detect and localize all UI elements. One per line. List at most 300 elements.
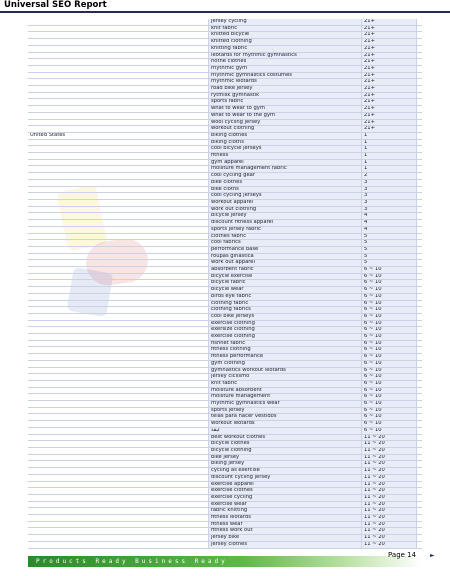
row-spacer-cell bbox=[417, 521, 423, 528]
rank-cell: 6 ~ 10 bbox=[362, 380, 417, 387]
table-row bbox=[28, 380, 422, 387]
row-spacer-cell bbox=[417, 501, 423, 508]
row-spacer-cell bbox=[417, 186, 423, 193]
country-cell bbox=[28, 86, 209, 93]
row-spacer-cell bbox=[417, 414, 423, 421]
country-cell bbox=[28, 448, 209, 455]
country-cell bbox=[28, 106, 209, 113]
keyword-cell: absorbent fabric bbox=[209, 267, 362, 274]
rank-cell: 6 ~ 10 bbox=[362, 280, 417, 287]
keyword-cell: exercise cycling bbox=[209, 494, 362, 501]
keyword-cell: bike clothes bbox=[209, 179, 362, 186]
table-row bbox=[28, 427, 422, 434]
table-row bbox=[28, 153, 422, 160]
rank-cell: 11 ~ 20 bbox=[362, 448, 417, 455]
rank-cell: 6 ~ 10 bbox=[362, 367, 417, 374]
table-row bbox=[28, 119, 422, 126]
country-cell bbox=[28, 541, 209, 548]
table-row bbox=[28, 541, 422, 548]
table-row bbox=[28, 300, 422, 307]
rank-cell: 11 ~ 20 bbox=[362, 454, 417, 461]
table-row bbox=[28, 32, 422, 39]
country-cell bbox=[28, 421, 209, 428]
keyword-cell: cool cycling jerseys bbox=[209, 193, 362, 200]
keyword-cell: discount fitness apparel bbox=[209, 220, 362, 227]
rank-cell: 6 ~ 10 bbox=[362, 414, 417, 421]
country-cell bbox=[28, 521, 209, 528]
table-row bbox=[28, 354, 422, 361]
row-spacer-cell bbox=[417, 541, 423, 548]
table-row bbox=[28, 508, 422, 515]
table-row bbox=[28, 528, 422, 535]
rank-cell: 4 bbox=[362, 213, 417, 220]
table-row bbox=[28, 92, 422, 99]
country-cell bbox=[28, 280, 209, 287]
country-cell bbox=[28, 441, 209, 448]
keyword-cell: cool fabrics bbox=[209, 240, 362, 247]
table-row bbox=[28, 59, 422, 66]
table-row bbox=[28, 226, 422, 233]
table-row bbox=[28, 233, 422, 240]
country-cell bbox=[28, 92, 209, 99]
rank-cell: 1 bbox=[362, 166, 417, 173]
rank-cell: 11 ~ 20 bbox=[362, 521, 417, 528]
keyword-cell: clothing fabrics bbox=[209, 307, 362, 314]
row-spacer-cell bbox=[417, 427, 423, 434]
row-spacer-cell bbox=[417, 327, 423, 334]
keyword-cell: biking clothes bbox=[209, 132, 362, 139]
keyword-cell: knitting fabric bbox=[209, 45, 362, 52]
rank-cell: 21+ bbox=[362, 112, 417, 119]
row-spacer-cell bbox=[417, 240, 423, 247]
country-cell bbox=[28, 360, 209, 367]
keyword-cell: bicycle clothes bbox=[209, 441, 362, 448]
country-cell bbox=[28, 126, 209, 133]
keyword-cell bbox=[209, 548, 362, 549]
country-cell bbox=[28, 59, 209, 66]
country-cell bbox=[28, 347, 209, 354]
country-cell: United States bbox=[28, 132, 209, 139]
rank-cell: 6 ~ 10 bbox=[362, 327, 417, 334]
row-spacer-cell bbox=[417, 548, 423, 549]
row-spacer-cell bbox=[417, 387, 423, 394]
row-spacer-cell bbox=[417, 233, 423, 240]
table-row bbox=[28, 494, 422, 501]
rank-cell: 6 ~ 10 bbox=[362, 267, 417, 274]
rank-cell: 1 bbox=[362, 153, 417, 160]
keyword-cell: exercise clothes bbox=[209, 488, 362, 495]
keyword-cell: fabric knitting bbox=[209, 508, 362, 515]
keyword-cell: nothe clothes bbox=[209, 59, 362, 66]
table-row bbox=[28, 186, 422, 193]
keyword-cell: sports jersey bbox=[209, 407, 362, 414]
table-row bbox=[28, 394, 422, 401]
country-cell bbox=[28, 380, 209, 387]
keyword-cell: workout leotards bbox=[209, 421, 362, 428]
row-spacer-cell bbox=[417, 72, 423, 79]
keyword-cell: moisture management bbox=[209, 394, 362, 401]
rank-cell: 3 bbox=[362, 206, 417, 213]
keyword-cell: clothing fabric bbox=[209, 300, 362, 307]
rank-cell: 21+ bbox=[362, 86, 417, 93]
keyword-cell: fitness performance bbox=[209, 354, 362, 361]
keyword-cell: bicycle exercise bbox=[209, 273, 362, 280]
table-row bbox=[28, 25, 422, 32]
keyword-cell: cool bike jerseys bbox=[209, 313, 362, 320]
rank-cell: 11 ~ 20 bbox=[362, 434, 417, 441]
rank-cell: 6 ~ 10 bbox=[362, 407, 417, 414]
keyword-cell: sports jersey fabric bbox=[209, 226, 362, 233]
country-cell bbox=[28, 468, 209, 475]
table-row bbox=[28, 287, 422, 294]
table-row bbox=[28, 106, 422, 113]
rank-cell: 21+ bbox=[362, 39, 417, 46]
table-row bbox=[28, 474, 422, 481]
country-cell bbox=[28, 273, 209, 280]
country-cell bbox=[28, 240, 209, 247]
row-spacer-cell bbox=[417, 132, 423, 139]
rank-cell: 11 ~ 20 bbox=[362, 474, 417, 481]
rank-cell: 21+ bbox=[362, 119, 417, 126]
rank-cell: 6 ~ 10 bbox=[362, 300, 417, 307]
rank-cell: 5 bbox=[362, 246, 417, 253]
rank-cell: 21+ bbox=[362, 19, 417, 25]
table-row bbox=[28, 535, 422, 542]
table-row bbox=[28, 307, 422, 314]
keyword-cell: jersey bike bbox=[209, 535, 362, 542]
row-spacer-cell bbox=[417, 153, 423, 160]
table-row bbox=[28, 374, 422, 381]
table-row bbox=[28, 139, 422, 146]
country-cell bbox=[28, 427, 209, 434]
rank-cell: 11 ~ 20 bbox=[362, 541, 417, 548]
row-spacer-cell bbox=[417, 448, 423, 455]
row-spacer-cell bbox=[417, 246, 423, 253]
row-spacer-cell bbox=[417, 293, 423, 300]
table-row bbox=[28, 340, 422, 347]
row-spacer-cell bbox=[417, 193, 423, 200]
country-cell bbox=[28, 354, 209, 361]
country-cell bbox=[28, 528, 209, 535]
row-spacer-cell bbox=[417, 32, 423, 39]
table-row bbox=[28, 360, 422, 367]
table-row bbox=[28, 441, 422, 448]
row-spacer-cell bbox=[417, 226, 423, 233]
keyword-cell: exercise clothing bbox=[209, 334, 362, 341]
row-spacer-cell bbox=[417, 126, 423, 133]
table-row bbox=[28, 86, 422, 93]
title-rule bbox=[0, 11, 450, 13]
rank-cell: 3 bbox=[362, 199, 417, 206]
table-row bbox=[28, 240, 422, 247]
row-spacer-cell bbox=[417, 206, 423, 213]
row-spacer-cell bbox=[417, 340, 423, 347]
rank-cell: 6 ~ 10 bbox=[362, 293, 417, 300]
row-spacer-cell bbox=[417, 79, 423, 86]
rank-cell: 6 ~ 10 bbox=[362, 334, 417, 341]
rank-cell: 6 ~ 10 bbox=[362, 287, 417, 294]
country-cell bbox=[28, 206, 209, 213]
country-cell bbox=[28, 267, 209, 274]
row-spacer-cell bbox=[417, 300, 423, 307]
row-spacer-cell bbox=[417, 45, 423, 52]
rank-cell: 5 bbox=[362, 240, 417, 247]
country-cell bbox=[28, 515, 209, 522]
row-spacer-cell bbox=[417, 454, 423, 461]
rank-cell: 21+ bbox=[362, 65, 417, 72]
table-row bbox=[28, 246, 422, 253]
keyword-cell: bicycle jersey bbox=[209, 213, 362, 220]
country-cell bbox=[28, 287, 209, 294]
keyword-cell: moisture management fabric bbox=[209, 166, 362, 173]
row-spacer-cell bbox=[417, 461, 423, 468]
keyword-cell: exercise wear bbox=[209, 501, 362, 508]
country-cell bbox=[28, 501, 209, 508]
row-spacer-cell bbox=[417, 52, 423, 59]
table-row bbox=[28, 179, 422, 186]
table-row bbox=[28, 173, 422, 180]
rank-cell: 11 ~ 20 bbox=[362, 528, 417, 535]
keyword-cell: fitness wear bbox=[209, 521, 362, 528]
country-cell bbox=[28, 253, 209, 260]
keyword-cell: rytmisk gymnastik bbox=[209, 92, 362, 99]
country-cell bbox=[28, 340, 209, 347]
rank-cell: 6 ~ 10 bbox=[362, 401, 417, 408]
rank-cell: 6 ~ 10 bbox=[362, 427, 417, 434]
keyword-cell: what to wear to gym bbox=[209, 106, 362, 113]
page-title: Universal SEO Report bbox=[4, 0, 107, 10]
rank-cell: 21+ bbox=[362, 32, 417, 39]
country-cell bbox=[28, 548, 209, 549]
keyword-cell: work out apparel bbox=[209, 260, 362, 267]
rank-cell: 1 bbox=[362, 159, 417, 166]
keyword-cell: fitness work out bbox=[209, 528, 362, 535]
keyword-cell: fitness bbox=[209, 153, 362, 160]
rank-cell: 1 bbox=[362, 139, 417, 146]
rank-cell: 11 ~ 20 bbox=[362, 481, 417, 488]
row-spacer-cell bbox=[417, 199, 423, 206]
keyword-cell: what to wear to the gym bbox=[209, 112, 362, 119]
row-spacer-cell bbox=[417, 313, 423, 320]
country-cell bbox=[28, 139, 209, 146]
rank-cell: 6 ~ 10 bbox=[362, 394, 417, 401]
row-spacer-cell bbox=[417, 421, 423, 428]
row-spacer-cell bbox=[417, 380, 423, 387]
rank-cell: 11 ~ 20 bbox=[362, 468, 417, 475]
keyword-cell: cool bicycle jerseys bbox=[209, 146, 362, 153]
table-row bbox=[28, 401, 422, 408]
row-spacer-cell bbox=[417, 360, 423, 367]
rank-cell: 2 bbox=[362, 173, 417, 180]
rank-cell: 21+ bbox=[362, 72, 417, 79]
row-spacer-cell bbox=[417, 173, 423, 180]
keyword-cell: knit fabric bbox=[209, 380, 362, 387]
keyword-cell: cool cycling gear bbox=[209, 173, 362, 180]
country-cell bbox=[28, 481, 209, 488]
keyword-cell: performance base bbox=[209, 246, 362, 253]
keyword-cell: knitted bicycle bbox=[209, 32, 362, 39]
row-spacer-cell bbox=[417, 99, 423, 106]
row-spacer-cell bbox=[417, 65, 423, 72]
keyword-cell: cycling as exercise bbox=[209, 468, 362, 475]
country-cell bbox=[28, 474, 209, 481]
country-cell bbox=[28, 220, 209, 227]
row-spacer-cell bbox=[417, 508, 423, 515]
table-row bbox=[28, 313, 422, 320]
row-spacer-cell bbox=[417, 213, 423, 220]
table-row bbox=[28, 501, 422, 508]
row-spacer-cell bbox=[417, 394, 423, 401]
country-cell bbox=[28, 246, 209, 253]
rank-cell: 21+ bbox=[362, 52, 417, 59]
country-cell bbox=[28, 72, 209, 79]
row-spacer-cell bbox=[417, 334, 423, 341]
table-row bbox=[28, 327, 422, 334]
rank-cell: 11 ~ 20 bbox=[362, 441, 417, 448]
country-cell bbox=[28, 119, 209, 126]
table-row bbox=[28, 434, 422, 441]
rank-cell: 6 ~ 10 bbox=[362, 313, 417, 320]
rank-cell: 11 ~ 20 bbox=[362, 535, 417, 542]
row-spacer-cell bbox=[417, 401, 423, 408]
keyword-cell: work out clothing bbox=[209, 206, 362, 213]
country-cell bbox=[28, 508, 209, 515]
table-row bbox=[28, 414, 422, 421]
row-spacer-cell bbox=[417, 515, 423, 522]
row-spacer-cell bbox=[417, 253, 423, 260]
country-cell bbox=[28, 213, 209, 220]
country-cell bbox=[28, 300, 209, 307]
keyword-cell: exercise clothing bbox=[209, 320, 362, 327]
table-row bbox=[28, 293, 422, 300]
rank-cell: 21+ bbox=[362, 25, 417, 32]
keyword-cell: fishnet fabric bbox=[209, 340, 362, 347]
country-cell bbox=[28, 401, 209, 408]
country-cell bbox=[28, 307, 209, 314]
keyword-cell: discount cycling jersey bbox=[209, 474, 362, 481]
keyword-cell: bike jersey bbox=[209, 454, 362, 461]
keyword-cell: gym apparel bbox=[209, 159, 362, 166]
table-row bbox=[28, 548, 422, 549]
table-row bbox=[28, 260, 422, 267]
row-spacer-cell bbox=[417, 146, 423, 153]
keyword-cell: rhythmic gymnastics costumes bbox=[209, 72, 362, 79]
row-spacer-cell bbox=[417, 92, 423, 99]
country-cell bbox=[28, 199, 209, 206]
country-cell bbox=[28, 179, 209, 186]
row-spacer-cell bbox=[417, 139, 423, 146]
row-spacer-cell bbox=[417, 166, 423, 173]
country-cell bbox=[28, 226, 209, 233]
rank-cell: 6 ~ 10 bbox=[362, 307, 417, 314]
keyword-cell: sports fabric bbox=[209, 99, 362, 106]
keyword-cell: bicycle wear bbox=[209, 287, 362, 294]
table-row bbox=[28, 481, 422, 488]
row-spacer-cell bbox=[417, 273, 423, 280]
country-cell bbox=[28, 494, 209, 501]
table-row bbox=[28, 99, 422, 106]
table-row bbox=[28, 253, 422, 260]
country-cell bbox=[28, 320, 209, 327]
rank-cell: 11 ~ 20 bbox=[362, 508, 417, 515]
rank-cell: 6 ~ 10 bbox=[362, 387, 417, 394]
keyword-ranking-table-body bbox=[28, 19, 422, 549]
table-row bbox=[28, 461, 422, 468]
row-spacer-cell bbox=[417, 494, 423, 501]
row-spacer-cell bbox=[417, 267, 423, 274]
rank-cell: 21+ bbox=[362, 106, 417, 113]
keyword-cell: rhythmic leotards bbox=[209, 79, 362, 86]
rank-cell: 6 ~ 10 bbox=[362, 347, 417, 354]
keyword-cell: workout clothing bbox=[209, 126, 362, 133]
table-row bbox=[28, 52, 422, 59]
table-row bbox=[28, 387, 422, 394]
country-cell bbox=[28, 79, 209, 86]
rank-cell: 6 ~ 10 bbox=[362, 421, 417, 428]
keyword-cell: gym clothing bbox=[209, 360, 362, 367]
table-row bbox=[28, 407, 422, 414]
table-row bbox=[28, 146, 422, 153]
row-spacer-cell bbox=[417, 287, 423, 294]
keyword-cell: لبقة bbox=[209, 427, 362, 434]
footer-tagline: Products Ready Business Ready bbox=[36, 558, 228, 565]
row-spacer-cell bbox=[417, 119, 423, 126]
table-row bbox=[28, 193, 422, 200]
country-cell bbox=[28, 112, 209, 119]
table-row bbox=[28, 112, 422, 119]
row-spacer-cell bbox=[417, 528, 423, 535]
row-spacer-cell bbox=[417, 468, 423, 475]
country-cell bbox=[28, 488, 209, 495]
rank-cell: 3 bbox=[362, 193, 417, 200]
keyword-cell: wool cycling jersey bbox=[209, 119, 362, 126]
country-cell bbox=[28, 193, 209, 200]
keyword-cell: birds eye fabric bbox=[209, 293, 362, 300]
rank-cell: 5 bbox=[362, 260, 417, 267]
country-cell bbox=[28, 327, 209, 334]
table-row bbox=[28, 468, 422, 475]
rank-cell: 1 bbox=[362, 132, 417, 139]
rank-cell: 6 ~ 10 bbox=[362, 273, 417, 280]
next-page-arrow-icon: ► bbox=[430, 552, 435, 559]
row-spacer-cell bbox=[417, 367, 423, 374]
rank-cell: 6 ~ 10 bbox=[362, 354, 417, 361]
keyword-cell: leotards for rhythmic gymnastics bbox=[209, 52, 362, 59]
table-row bbox=[28, 334, 422, 341]
table-row bbox=[28, 515, 422, 522]
keyword-cell: exercise apparel bbox=[209, 481, 362, 488]
rank-cell: 11 ~ 20 bbox=[362, 515, 417, 522]
country-cell bbox=[28, 334, 209, 341]
table-row bbox=[28, 159, 422, 166]
row-spacer-cell bbox=[417, 159, 423, 166]
country-cell bbox=[28, 387, 209, 394]
rank-cell: 5 bbox=[362, 253, 417, 260]
table-row bbox=[28, 72, 422, 79]
rank-cell: 4 bbox=[362, 220, 417, 227]
country-cell bbox=[28, 293, 209, 300]
table-row bbox=[28, 267, 422, 274]
keyword-cell: road bike jersey bbox=[209, 86, 362, 93]
keyword-cell: jersey clothes bbox=[209, 541, 362, 548]
row-spacer-cell bbox=[417, 481, 423, 488]
rank-cell: 3 bbox=[362, 186, 417, 193]
keyword-cell: moisture absorbent bbox=[209, 387, 362, 394]
row-spacer-cell bbox=[417, 179, 423, 186]
keyword-cell: rhythmic gymnastics wear bbox=[209, 401, 362, 408]
keyword-cell: roupas ginastica bbox=[209, 253, 362, 260]
rank-cell: 3 bbox=[362, 179, 417, 186]
